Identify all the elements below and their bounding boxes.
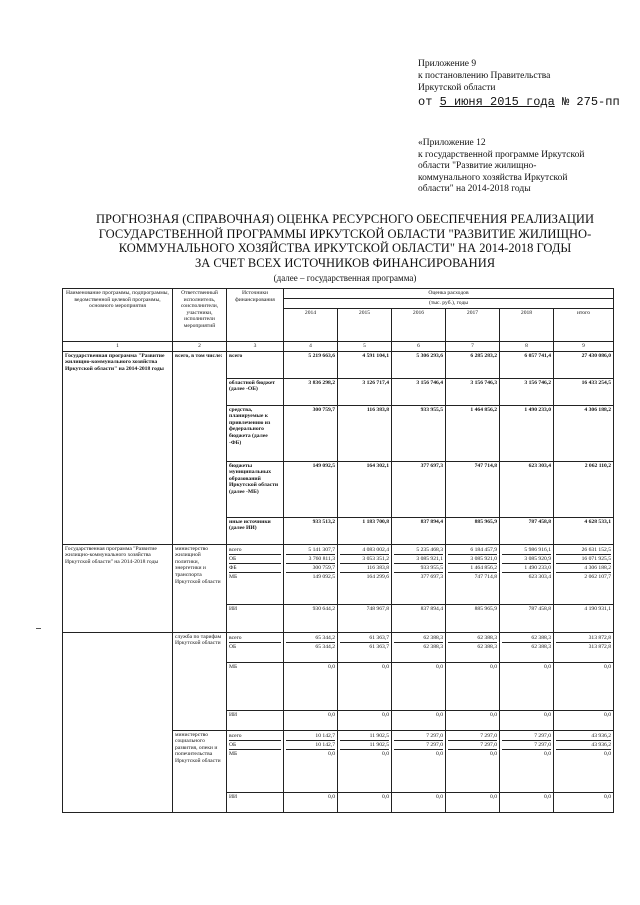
value-cell: 0,0 — [500, 710, 554, 730]
title-line: ПРОГНОЗНАЯ (СПРАВОЧНАЯ) ОЦЕНКА РЕСУРСНОГО ОБЕСПЕЧЕНИЯ РЕАЛИЗАЦИИ — [96, 212, 594, 226]
value-cell: 787 458,8 — [500, 604, 554, 632]
column-number: 5 — [338, 342, 392, 352]
value-cell: 0,0 — [500, 662, 554, 710]
value-cell: 0,0 — [446, 662, 500, 710]
value-cell: 65 344,2 — [286, 634, 335, 643]
value-cell: 0,0 — [490, 750, 497, 757]
source-cell: иные источники (далее ИИ) — [227, 517, 284, 544]
source-cell: ИИ — [227, 792, 284, 812]
scan-mark — [36, 628, 41, 629]
value-cell: 62 388,3 — [502, 634, 551, 643]
appendix-line: области "Развитие жилищно- — [418, 161, 537, 171]
value-cell: 5 235 468,3 — [394, 546, 443, 555]
value-cell: 4 306 188,2 — [554, 405, 614, 461]
value-cell: 300 759,7 — [284, 405, 338, 461]
value-stack — [554, 730, 614, 792]
title-line: КОММУНАЛЬНОГО ХОЗЯЙСТВА ИРКУТСКОЙ ОБЛАСТИ" НА 2014-2018 ГОДЫ — [118, 241, 572, 255]
value-cell: 3 156 746,3 — [446, 378, 500, 405]
table-row — [63, 351, 614, 378]
value-cell: 2 062 107,7 — [584, 573, 611, 580]
value-cell: 7 297,0 — [448, 732, 497, 741]
value-stack — [446, 632, 500, 662]
value-cell: 11 902,5 — [340, 732, 389, 741]
appendix-block — [418, 58, 638, 108]
program-name: Государственная программа "Развитие жилищно-коммунального хозяйства Иркутской области" на 2014-2018 годы — [63, 351, 173, 544]
source-cell: МБ — [229, 573, 238, 580]
value-cell: 5 306 293,6 — [392, 351, 446, 378]
value-stack — [392, 632, 446, 662]
value-cell: 3 085 921,1 — [394, 555, 443, 564]
document-subtitle: (далее – государственная программа) — [273, 273, 417, 283]
appendix-line: к государственной программе Иркутской — [418, 149, 585, 160]
value-cell: 0,0 — [604, 750, 611, 757]
value-cell: 0,0 — [338, 792, 392, 812]
value-cell: 0,0 — [338, 710, 392, 730]
value-stack — [284, 730, 338, 792]
value-stack — [392, 730, 446, 792]
value-cell: 26 631 152,5 — [556, 546, 611, 555]
value-cell: 149 092,5 — [312, 573, 335, 580]
decree-number: № 275-пп — [562, 95, 620, 109]
value-cell: 61 363,7 — [340, 634, 389, 643]
header-source: Источники финансирования — [227, 289, 284, 342]
value-cell: 4 190 931,1 — [554, 604, 614, 632]
value-cell: 164 302,1 — [338, 461, 392, 517]
appendix-line: «Приложение 12 — [418, 138, 486, 148]
value-cell: 10 142,7 — [286, 732, 335, 741]
value-cell: 377 697,3 — [420, 573, 443, 580]
value-cell: 3 085 920,9 — [502, 555, 551, 564]
date-prefix: от — [418, 95, 433, 109]
value-cell: 0,0 — [328, 750, 335, 757]
value-stack — [554, 632, 614, 662]
value-cell: 0,0 — [338, 662, 392, 710]
source-cell: всего — [229, 732, 281, 741]
value-cell: 747 714,8 — [474, 573, 497, 580]
value-cell: 787 458,8 — [500, 517, 554, 544]
value-cell: 2 062 110,2 — [554, 461, 614, 517]
value-cell: 0,0 — [554, 792, 614, 812]
value-cell: 0,0 — [554, 710, 614, 730]
column-number: 3 — [227, 342, 284, 352]
value-cell: 1 464 856,2 — [446, 405, 500, 461]
value-cell: 0,0 — [392, 710, 446, 730]
value-cell: 747 714,8 — [446, 461, 500, 517]
header-year: 2017 — [446, 309, 500, 342]
name-cell-empty — [63, 632, 173, 812]
value-cell: 930 644,2 — [284, 604, 338, 632]
value-cell: 6 057 741,4 — [500, 351, 554, 378]
header-estimate: Оценка расходов — [284, 289, 614, 299]
section-responsible: служба по тарифам Иркутской области — [173, 632, 227, 730]
source-cell: всего — [229, 546, 281, 555]
value-cell: 748 967,8 — [338, 604, 392, 632]
decree-date — [418, 96, 638, 108]
value-cell: 0,0 — [446, 792, 500, 812]
title-line: ЗА СЧЕТ ВСЕХ ИСТОЧНИКОВ ФИНАНСИРОВАНИЯ — [194, 255, 496, 270]
value-cell: 377 697,3 — [392, 461, 446, 517]
value-cell: 0,0 — [392, 792, 446, 812]
source-cell: бюджеты муниципальных образований Иркутской области (далее -МБ) — [227, 461, 284, 517]
value-cell: 62 388,3 — [423, 643, 443, 650]
value-cell: 3 053 351,2 — [340, 555, 389, 564]
source-cell: областной бюджет (далее -ОБ) — [227, 378, 284, 405]
value-cell: 7 297,0 — [394, 741, 443, 750]
value-stack — [338, 632, 392, 662]
value-cell: 61 363,7 — [369, 643, 389, 650]
source-cell: ОБ — [229, 741, 281, 750]
program-responsible: всего, в том числе: — [173, 351, 227, 544]
value-cell: 43 936,2 — [556, 732, 611, 741]
value-cell: 0,0 — [392, 662, 446, 710]
value-stack — [500, 632, 554, 662]
value-cell: 885 965,9 — [446, 604, 500, 632]
source-cell: ОБ — [229, 643, 237, 650]
value-cell: 7 297,0 — [502, 741, 551, 750]
header-responsible: Ответственный исполнитель, соисполнители, участники, исполнители мероприятий — [173, 289, 227, 342]
header-year-total: итого — [554, 309, 614, 342]
value-cell: 62 388,3 — [531, 643, 551, 650]
value-cell: 1 464 856,2 — [448, 564, 497, 573]
appendix-line: Иркутской области — [418, 83, 496, 93]
value-cell: 623 303,4 — [528, 573, 551, 580]
source-cell: ИИ — [227, 604, 284, 632]
appendix-line: к постановлению Правительства — [418, 71, 551, 81]
section-name: Государственная программа "Развитие жилищно-коммунального хозяйства Иркутской области" на 2014-2018 годы — [63, 544, 173, 632]
value-stack — [500, 730, 554, 792]
value-cell: 1 490 233,0 — [502, 564, 551, 573]
value-cell: 0,0 — [284, 792, 338, 812]
value-cell: 0,0 — [284, 662, 338, 710]
value-cell: 7 297,0 — [394, 732, 443, 741]
value-cell: 116 383,8 — [340, 564, 389, 573]
source-stack — [227, 544, 284, 604]
value-cell: 7 297,0 — [502, 732, 551, 741]
source-stack — [227, 632, 284, 662]
source-cell: всего — [229, 634, 281, 643]
value-cell: 300 759,7 — [286, 564, 335, 573]
table-row — [63, 544, 614, 604]
source-stack — [227, 730, 284, 792]
value-stack — [446, 730, 500, 792]
value-cell: 5 219 663,6 — [284, 351, 338, 378]
value-stack — [284, 544, 338, 604]
column-number: 9 — [554, 342, 614, 352]
value-stack — [338, 544, 392, 604]
appendix-line: Приложение 9 — [418, 59, 477, 69]
value-cell: 313 872,8 — [556, 634, 611, 643]
source-cell: всего — [227, 351, 284, 378]
value-cell: 6 285 283,2 — [446, 351, 500, 378]
value-cell: 0,0 — [500, 792, 554, 812]
value-cell: 933 513,2 — [284, 517, 338, 544]
value-cell: 0,0 — [284, 710, 338, 730]
value-stack — [554, 544, 614, 604]
header-name: Наименование программы, подпрограммы, ведомственной целевой программы, основного мероприятия — [63, 289, 173, 342]
value-cell: 43 936,2 — [556, 741, 611, 750]
source-cell: ФБ — [229, 564, 281, 573]
column-number: 1 — [63, 342, 173, 352]
column-number: 4 — [284, 342, 338, 352]
value-stack — [338, 730, 392, 792]
value-cell: 3 156 746,4 — [392, 378, 446, 405]
value-cell: 116 383,8 — [338, 405, 392, 461]
title-line: ГОСУДАРСТВЕННОЙ ПРОГРАММЫ ИРКУТСКОЙ ОБЛАСТИ "РАЗВИТИЕ ЖИЛИЩНО- — [98, 226, 592, 241]
column-number: 6 — [392, 342, 446, 352]
source-cell: МБ — [229, 750, 238, 757]
value-cell: 837 894,4 — [392, 604, 446, 632]
value-cell: 62 388,3 — [448, 634, 497, 643]
header-year: 2014 — [284, 309, 338, 342]
date-text: 5 июня 2015 года — [439, 95, 555, 109]
value-cell: 0,0 — [554, 662, 614, 710]
value-cell: 0,0 — [382, 750, 389, 757]
value-cell: 5 986 916,1 — [502, 546, 551, 555]
value-cell: 6 184 457,9 — [448, 546, 497, 555]
value-cell: 837 894,4 — [392, 517, 446, 544]
header-year: 2016 — [392, 309, 446, 342]
value-cell: 0,0 — [544, 750, 551, 757]
value-stack — [392, 544, 446, 604]
value-cell: 62 388,3 — [477, 643, 497, 650]
value-cell: 3 836 298,2 — [284, 378, 338, 405]
source-cell: ИИ — [227, 710, 284, 730]
value-cell: 623 303,4 — [500, 461, 554, 517]
value-cell: 4 628 533,1 — [554, 517, 614, 544]
value-stack — [284, 632, 338, 662]
value-cell: 7 297,0 — [448, 741, 497, 750]
value-stack — [500, 544, 554, 604]
header-year: 2015 — [338, 309, 392, 342]
section-responsible: министерство социального развития, опеки и попечительства Иркутской области — [173, 730, 227, 812]
value-cell: 0,0 — [436, 750, 443, 757]
value-cell: 27 430 086,0 — [554, 351, 614, 378]
header-year: 2018 — [500, 309, 554, 342]
value-cell: 3 126 717,4 — [338, 378, 392, 405]
value-cell: 62 388,3 — [394, 634, 443, 643]
value-cell: 3 085 921,0 — [448, 555, 497, 564]
value-cell: 4 591 104,1 — [338, 351, 392, 378]
value-cell: 0,0 — [446, 710, 500, 730]
source-cell: ОБ — [229, 555, 281, 564]
value-cell: 164 299,6 — [366, 573, 389, 580]
source-cell: средства, планируемые к привлечению из федерального бюджета (далее -ФБ) — [227, 405, 284, 461]
value-cell: 1 490 233,0 — [500, 405, 554, 461]
section-responsible: министерство жилищной политики, энергетики и транспорта Иркутской области — [173, 544, 227, 632]
funding-table — [62, 288, 614, 813]
value-cell: 3 760 811,3 — [286, 555, 335, 564]
value-cell: 5 141 307,7 — [286, 546, 335, 555]
appendix-line: области" на 2014-2018 годы — [418, 184, 531, 194]
table-row — [63, 632, 614, 662]
value-cell: 885 965,9 — [446, 517, 500, 544]
appendix-12-block — [418, 138, 628, 196]
value-cell: 933 955,5 — [394, 564, 443, 573]
value-cell: 3 156 746,2 — [500, 378, 554, 405]
value-cell: 313 872,8 — [588, 643, 611, 650]
column-number: 7 — [446, 342, 500, 352]
value-cell: 16 433 254,5 — [554, 378, 614, 405]
value-cell: 11 902,5 — [340, 741, 389, 750]
header-units: (тыс. руб.), годы — [284, 299, 614, 309]
value-cell: 16 071 925,5 — [556, 555, 611, 564]
column-number: 8 — [500, 342, 554, 352]
value-cell: 1 183 700,8 — [338, 517, 392, 544]
value-cell: 65 344,2 — [315, 643, 335, 650]
value-cell: 933 955,5 — [392, 405, 446, 461]
document-title — [60, 212, 630, 270]
column-number: 2 — [173, 342, 227, 352]
value-cell: 4 306 188,2 — [556, 564, 611, 573]
source-cell: МБ — [227, 662, 284, 710]
value-cell: 4 083 002,4 — [340, 546, 389, 555]
appendix-line: коммунального хозяйства Иркутской — [418, 172, 568, 183]
value-stack — [446, 544, 500, 604]
value-cell: 149 092,5 — [284, 461, 338, 517]
value-cell: 10 142,7 — [286, 741, 335, 750]
